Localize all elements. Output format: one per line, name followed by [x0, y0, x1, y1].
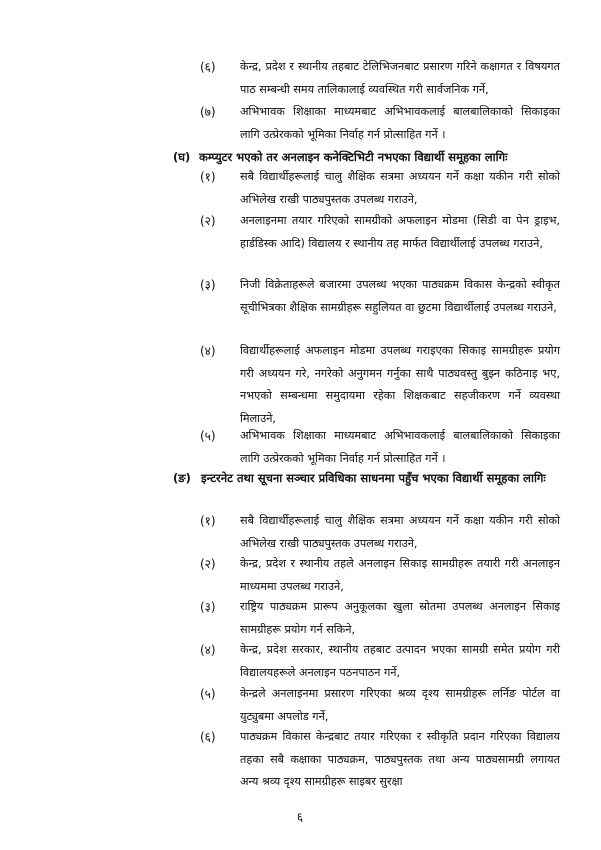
- item-number: (५): [200, 429, 216, 443]
- item-number: (२): [200, 557, 216, 571]
- item-text: केन्द्र, प्रदेश सरकार, स्थानीय तहबाट उत्पादन भएका सामग्री समेत प्रयोग गरी विद्यालयहरूले अनलाइन पठनपाठन गर्ने,: [240, 643, 560, 679]
- item-number: (३): [200, 278, 216, 292]
- item-text: अनलाइनमा तयार गरिएको सामग्रीको अफलाइन मोडमा (सिडी वा पेन ड्राइभ, हार्डडिस्क आदि) विद्यालय र स्थानीय तह मार्फत विद्यार्थीलाई उपलब्ध गराउने,: [240, 214, 560, 250]
- list-item: [200, 274, 560, 319]
- item-number: (४): [200, 643, 216, 657]
- item-number: (६): [200, 730, 216, 744]
- item-number: (७): [200, 105, 216, 119]
- item-number: (२): [200, 214, 216, 228]
- item-text: अभिभावक शिक्षाका माध्यमबाट अभिभावकलाई बालबालिकाको सिकाइका लागि उत्प्रेरकको भूमिका निर्वाह गर्न प्रोत्साहित गर्ने ।: [240, 105, 560, 141]
- item-text: पाठ्यक्रम विकास केन्द्रबाट तयार गरिएका र स्वीकृति प्रदान गरिएका विद्यालय तहका सबै कक्षाका पाठ्यक्रम, पाठ्यपुस्तक तथा अन्य पाठ्यसामग्री लगायत अन्य श्रव्य दृश्य सामग्रीहरू साइबर सुरक्षा: [240, 730, 560, 788]
- item-number: (३): [200, 600, 216, 614]
- list-item: [200, 210, 560, 255]
- list-item: [200, 683, 560, 728]
- item-text: अभिभावक शिक्षाका माध्यमबाट अभिभावकलाई बालबालिकाको सिकाइका लागि उत्प्रेरकको भूमिका निर्वाह गर्न प्रोत्साहित गर्ने ।: [240, 429, 560, 465]
- section-heading-gha: [173, 146, 569, 168]
- page-number: ६: [296, 810, 304, 824]
- item-number: (५): [200, 687, 216, 701]
- section-title: कम्प्युटर भएको तर अनलाइन कनेक्टिभिटी नभएका विद्यार्थी समूहका लागिः: [199, 150, 508, 164]
- section-label: (ङ): [173, 471, 191, 485]
- item-text: निजी विक्रेताहरूले बजारमा उपलब्ध भएका पाठ्यक्रम विकास केन्द्रको स्वीकृत सूचीभित्रका शैक्षिक सामग्रीहरू सहुलियत वा छुटमा विद्यार्थीलाई उपलब्ध गराउने,: [240, 278, 560, 314]
- list-item: [200, 726, 560, 794]
- item-text: केन्द्र, प्रदेश र स्थानीय तहले अनलाइन सिकाइ सामग्रीहरू तयारी गरी अनलाइन माध्यममा उपलब्ध गराउने,: [240, 557, 560, 593]
- item-text: विद्यार्थीहरूलाई अफलाइन मोडमा उपलब्ध गराइएका सिकाइ सामग्रीहरू प्रयोग गरी अध्ययन गरे, नगरेको अनुगमन गर्नुका साथै पाठ्यवस्तु बुझ्न कठिनाइ भए, नभएको सम्बन्धमा समुदायमा रहेका शिक्षकबाट सहजीकरण गर्ने व्यवस्था मिलाउने,: [240, 344, 560, 425]
- section-label: (घ): [173, 150, 191, 164]
- list-item: [200, 510, 560, 555]
- list-item: [200, 340, 560, 430]
- list-item: [200, 553, 560, 598]
- section-title: इन्टरनेट तथा सूचना सञ्चार प्रविधिका साधनमा पहुँच भएका विद्यार्थी समूहका लागिः: [201, 471, 546, 485]
- list-item: [200, 56, 560, 101]
- list-item: [200, 596, 560, 641]
- item-text: सबै विद्यार्थीहरूलाई चालु शैक्षिक सत्रमा अध्ययन गर्ने कक्षा यकीन गरी सोको अभिलेख राखी पाठ्यपुस्तक उपलब्ध गराउने,: [240, 514, 560, 550]
- list-item: [200, 425, 560, 470]
- item-number: (१): [200, 514, 216, 528]
- list-item: [200, 101, 560, 146]
- item-number: (६): [200, 60, 216, 74]
- item-text: केन्द्र, प्रदेश र स्थानीय तहबाट टेलिभिजनबाट प्रसारण गरिने कक्षागत र विषयगत पाठ सम्बन्धी समय तालिकालाई व्यवस्थित गरी सार्वजनिक गर्ने,: [240, 60, 560, 96]
- item-number: (१): [200, 170, 216, 184]
- item-text: सबै विद्यार्थीहरूलाई चालु शैक्षिक सत्रमा अध्ययन गर्ने कक्षा यकीन गरी सोको अभिलेख राखी पाठ्यपुस्तक उपलब्ध गराउने,: [240, 170, 560, 206]
- section-heading-nga: [173, 467, 546, 489]
- list-item: [200, 166, 560, 211]
- list-item: [200, 639, 560, 684]
- item-number: (४): [200, 344, 216, 358]
- item-text: केन्द्रले अनलाइनमा प्रसारण गरिएका श्रव्य दृश्य सामग्रीहरू लर्निङ पोर्टल वा युट्युबमा अपलोड गर्ने,: [240, 687, 560, 723]
- item-text: राष्ट्रिय पाठ्यक्रम प्रारूप अनुकूलका खुला स्रोतमा उपलब्ध अनलाइन सिकाइ सामग्रीहरू प्रयोग गर्न सकिने,: [240, 600, 560, 636]
